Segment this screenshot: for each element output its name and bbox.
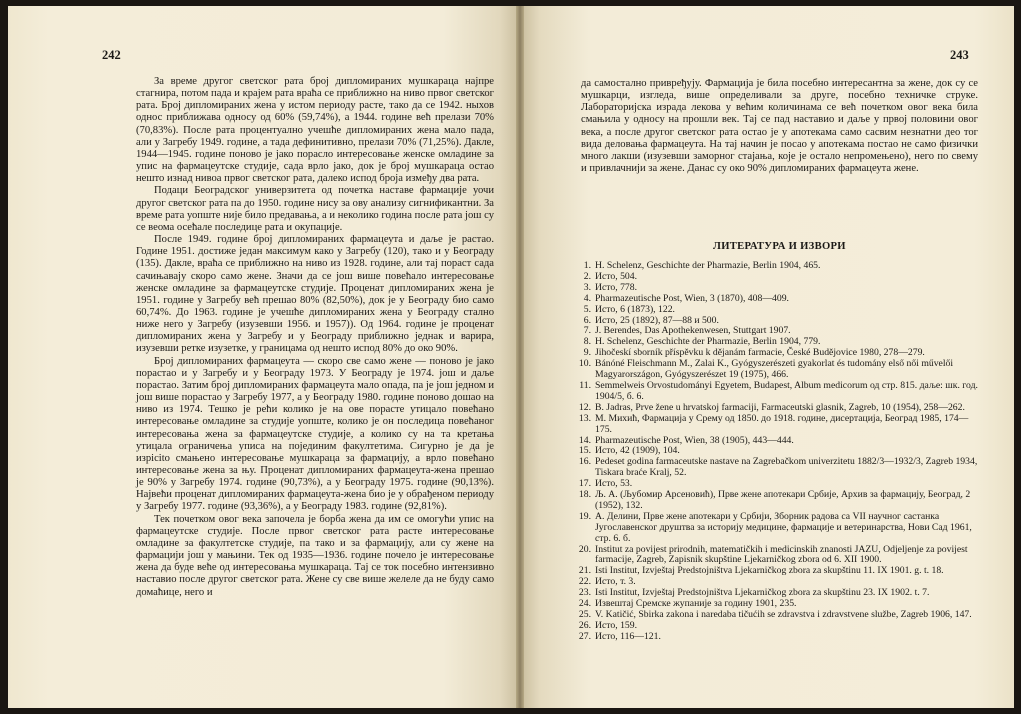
reference-number: 24. [578, 598, 591, 610]
reference-number: 11. [579, 379, 591, 391]
reference-text: Isti Institut, Izvještaj Predstojništva Ljekarničkog zbora za skupštinu 23. IX 1902. t. 7. [595, 587, 930, 599]
paragraph: Тек почетком овог века започела је борба жена да им се омогући упис на фармацеутске студије. После првог светског рата расте интересовање омладине за факултетске студије, па тако и за фармацију, али су жене на фармацији још у мањини. Тек од 1935—1936. године почело је интересовање жена да буде веће од интересовања мушкараца. Тај се ток посебно интензивно наставио после другог светског рата. Жене су све више желеле да не буду само домаћице, него и [136, 513, 494, 598]
reference-text: Institut za povijest prirodnih, matematičkih i medicinskih znanosti JAZU, Odjeljenje za povijest farmacije, Zagreb, Zapisnik skupštine Ljekarničkog zbora od 6. XII 1900. [595, 543, 968, 566]
reference-number: 4. [583, 292, 591, 304]
reference-text: Isti Institut, Izvještaj Predstojništva Ljekarničkog zbora za skupštinu 11. IX 1901. g. t. 18. [595, 565, 944, 577]
reference-number: 18. [578, 489, 591, 501]
reference-item [574, 457, 980, 479]
reference-text: Исто, 116—121. [595, 630, 661, 642]
reference-text: H. Schelenz, Geschichte der Pharmazie, Berlin 1904, 779. [595, 336, 821, 348]
reference-item [574, 512, 980, 545]
reference-number: 7. [583, 325, 591, 337]
reference-number: 10. [578, 358, 591, 370]
book-spread [8, 6, 1014, 708]
reference-number: 8. [583, 336, 591, 348]
reference-text: Исто, 25 (1892), 87—88 и 500. [595, 314, 719, 326]
reference-text: Исто, 504. [595, 270, 638, 282]
reference-number: 14. [578, 434, 591, 446]
reference-text: Jihočeskí sborník příspěvku k dějanám farmacie, České Budějovice 1980, 278—279. [595, 347, 925, 359]
reference-number: 16. [578, 456, 591, 468]
reference-number: 12. [578, 401, 591, 413]
reference-number: 19. [578, 510, 591, 522]
reference-text: J. Berendes, Das Apothekenwesen, Stuttgart 1907. [595, 325, 791, 337]
left-page-body [136, 76, 494, 599]
reference-text: B. Jadras, Prve žene u hrvatskoj farmaciji, Farmaceutski glasnik, Zagreb, 10 (1954), 258—262. [595, 401, 965, 413]
reference-item [574, 414, 980, 436]
reference-number: 26. [578, 619, 591, 631]
reference-item [574, 381, 980, 403]
reference-text: Pharmazeutische Post, Wien, 38 (1905), 443—444. [595, 434, 794, 446]
book-gutter [516, 6, 524, 708]
paragraph: Подаци Београдског универзитета од почетка наставе фармације уочи другог светског рата па до 1950. године нису за ову анализу сигнификантни. За време рата уопште није било предавања, а и неколико година после рата још су се веома осећале последице рата и окупације. [136, 185, 494, 233]
reference-text: Исто, 6 (1873), 122. [595, 303, 675, 315]
reference-text: Љ. А. (Љубомир Арсеновић), Прве жене апотекари Србије, Архив за фармацију, Београд, 2 (1952), 132. [595, 489, 971, 511]
page-number: 243 [950, 48, 969, 62]
reference-text: Semmelweis Orvostudományi Egyetem, Budapest, Album medicorum од стр. 815. даље: шк. год. 1904/5, б. 6. [595, 379, 978, 402]
reference-text: Bánóné Fleischmann M., Zalai K., Gyógyszerészeti gyakorlat és tudomány első női művelői Magyarországon, Gyógyszerészet 19 (1975), 466. [595, 358, 954, 381]
reference-number: 22. [578, 576, 591, 588]
reference-text: Исто, 42 (1909), 104. [595, 445, 680, 457]
reference-number: 9. [583, 347, 591, 359]
reference-text: М. Михић, Фармација у Срему од 1850. до 1918. године, дисертација, Београд 1985, 174—175. [595, 412, 969, 435]
paragraph: После 1949. године број дипломираних фармацеута и даље је растао. Године 1951. достиже један максимум како у Загребу (120), тако и у Београду (135). Дакле, враћа се приближно на ниво из 1928. године, али тај пораст сада сачињавају скоро само жене. Значи да се још више повећало интересовање женске омладине за фармацеутске студије. Проценат дипломираних жена је 1951. године у Загребу већ прешао 80% (82,50%), док је у Београду био само 60,74%. До 1963. године је учешће дипломираних жена у Београду стално ниже него у Загребу (изузевши 1956. и 1957)). Од 1964. године је проценат дипломираних жена у Загребу и у Београду приближно једнак и варира, изузевши ретке изузетке, у границама од нешто испод 80% до око 90%. [136, 234, 494, 355]
right-page-body [581, 78, 978, 175]
reference-number: 23. [578, 587, 591, 599]
reference-text: Pharmazeutische Post, Wien, 3 (1870), 408—409. [595, 292, 789, 304]
reference-item [574, 294, 980, 305]
reference-number: 20. [578, 543, 591, 555]
reference-text: А. Делини, Прве жене апотекари у Србији, Зборник радова са VII научног састанка Југославенског друштва за историју медицине, фармације и ветеринарства, Нови Сад 1961, стр. 6. б. [595, 510, 972, 544]
reference-text: V. Katičić, Sbirka zakona i naredaba tičućih se zdravstva i zdravstvene službe, Zagreb 1906, 147. [595, 609, 972, 620]
reference-number: 27. [578, 630, 591, 642]
reference-text: Исто, т. 3. [595, 576, 636, 588]
references-list [574, 261, 980, 643]
paragraph: За време другог светског рата број дипломираних мушкараца најпре стагнира, потом пада и крајем рата враћа се приближно на ниво првог светског рата. Број дипломираних жена у истом периоду расте, тако да се 1942. ныхов однос приближава односу од 60% (59,74%), а 1944. године већ прелази 70% (70,83%). После рата процентуално учешће дипломираних жена мало пада, али у Загребу 1949. године, а тада дефинитивно, прелази 70% (71,25%). Дакле, 1944—1945. године поново је јако порасло интересовање женске омладине за упис на фармацеутске студије, сада врло јако, док је број мушкараца остао нешто изнад нивоа првог светског рата, далеко испод броја између два рата. [136, 76, 494, 185]
reference-item [574, 359, 980, 381]
reference-number: 5. [583, 303, 591, 315]
reference-number: 2. [583, 270, 591, 282]
reference-number: 15. [578, 445, 591, 457]
reference-item [574, 305, 980, 316]
left-page [8, 6, 520, 708]
reference-text: Исто, 778. [595, 281, 638, 293]
reference-text: Исто, 159. [595, 619, 638, 631]
reference-number: 17. [578, 478, 591, 490]
references-heading: ЛИТЕРАТУРА И ИЗВОРИ [713, 241, 846, 252]
reference-text: Pedeset godina farmaceutske nastave na Zagrebačkom univerzitetu 1882/3—1932/3, Zagreb 1934, Tiskara braće Kralj, 52. [595, 456, 978, 479]
reference-number: 3. [583, 281, 591, 293]
reference-item [574, 632, 980, 643]
page-number: 242 [102, 48, 121, 62]
reference-text: Исто, 53. [595, 478, 633, 490]
paragraph: Број дипломираних фармацеута — скоро све само жене — поново је јако порастао и у Загребу и у Београду 1973. У Београду је 1974. још и даље порастао. Затим број дипломираних фармацеута мало опада, па је још једном и још више порастао у Загребу 1977, а у Београду 1980. године поново дошао на ниво из 1974. Тешко је рећи колико је на ове порасте утицало повећано интересовање омладине за студије уопште, колико је он последица повећаног интересовања жена за фармацеутске студије, а колико су на та кретања утицала ограничења уписа на појединим факултетима. Сигурно је да је изрicito смањено интересовање мушкараца за фармацију, а врло повећано интересовање жена за њу. Проценат дипломираних фармацеута-жена прешао је 90% у Загребу 1974. године (90,73%), а у Београду 1975. године (90,13%). Највећи проценат дипломираних фармацеута-жена био је у обрађеном периоду у Загребу 1977. године (93,36%), а у Београду 1983. године (92,81%). [136, 355, 494, 513]
reference-item [574, 545, 980, 567]
reference-text: H. Schelenz, Geschichte der Pharmazie, Berlin 1904, 465. [595, 260, 821, 271]
reference-number: 13. [578, 412, 591, 424]
reference-text: Извештај Сремске жупаније за годину 1901, 235. [595, 598, 797, 610]
reference-number: 25. [578, 609, 591, 620]
paragraph: да самостално привређују. Фармација је била посебно интересантна за жене, док су се мушкарци, изгледа, више определивали за друге, посебно техничке струке. Лабораторијска израда лекова у већим количинама се већ почетком овог века била смањила у односу на прошли век. Тај се пад наставио и даље у првој половини овог века, а после другог светског рата остао је у апотекама само сасвим незнатни део тог вида деловања фармацеута. На тај начин је посао у апотекама постао не само физички много лакши (изузевши заморног стајања, које је остало непромењено), него по свему и привлачнији за жене. Данас су око 90% дипломираних фармацеута жене. [581, 78, 978, 175]
reference-item [574, 490, 980, 512]
reference-number: 1. [583, 260, 591, 271]
reference-number: 21. [578, 565, 591, 577]
reference-number: 6. [583, 314, 591, 326]
